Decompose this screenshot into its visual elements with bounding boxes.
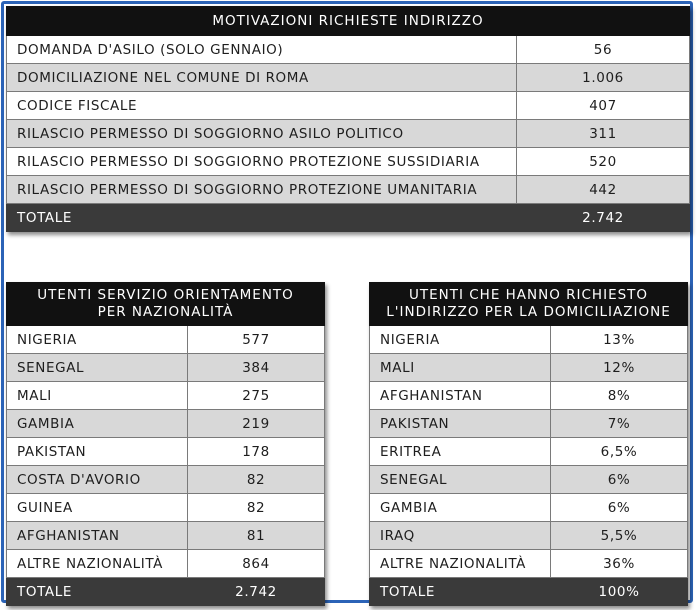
row-label: SENEGAL	[7, 354, 188, 382]
orientamento-title-line2: PER NAZIONALITÀ	[97, 304, 234, 320]
row-value: 442	[517, 176, 690, 204]
table-row	[7, 176, 690, 204]
row-label: ERITREA	[370, 438, 551, 466]
row-label: RILASCIO PERMESSO DI SOGGIORNO PROTEZIONE SUSSIDIARIA	[7, 148, 517, 176]
row-label: MALI	[7, 382, 188, 410]
domiciliazione-title	[370, 283, 688, 326]
row-value: 82	[188, 466, 325, 494]
row-label: GAMBIA	[7, 410, 188, 438]
table-row	[7, 466, 325, 494]
orientamento-header-row	[7, 283, 325, 326]
table-row	[370, 550, 688, 578]
table-row	[7, 438, 325, 466]
table-row	[370, 466, 688, 494]
row-label: CODICE FISCALE	[7, 92, 517, 120]
row-value: 407	[517, 92, 690, 120]
row-value: 577	[188, 326, 325, 354]
table-row	[7, 382, 325, 410]
total-label: TOTALE	[7, 204, 517, 232]
table-row	[370, 438, 688, 466]
orientamento-title	[7, 283, 325, 326]
row-value: 5,5%	[551, 522, 688, 550]
row-value: 6%	[551, 466, 688, 494]
row-value: 56	[517, 36, 690, 64]
total-label: TOTALE	[370, 578, 551, 606]
row-value: 864	[188, 550, 325, 578]
table-row	[7, 92, 690, 120]
table-row	[7, 148, 690, 176]
motivazioni-header-row	[7, 7, 690, 36]
row-value: 36%	[551, 550, 688, 578]
row-label: COSTA D'AVORIO	[7, 466, 188, 494]
orientamento-title-line1: UTENTI SERVIZIO ORIENTAMENTO	[37, 287, 294, 303]
domiciliazione-title-line1: UTENTI CHE HANNO RICHIESTO	[408, 287, 649, 303]
row-value: 6%	[551, 494, 688, 522]
row-label: AFGHANISTAN	[7, 522, 188, 550]
row-label: AFGHANISTAN	[370, 382, 551, 410]
table-row	[370, 410, 688, 438]
total-row	[7, 204, 690, 232]
table-row	[7, 494, 325, 522]
motivazioni-title: MOTIVAZIONI RICHIESTE INDIRIZZO	[7, 7, 690, 36]
orientamento-table	[6, 282, 325, 606]
total-value: 2.742	[517, 204, 690, 232]
table-row	[7, 120, 690, 148]
row-label: GAMBIA	[370, 494, 551, 522]
table-row	[7, 64, 690, 92]
row-label: NIGERIA	[7, 326, 188, 354]
domiciliazione-table	[369, 282, 688, 606]
table-row	[370, 494, 688, 522]
row-label: PAKISTAN	[370, 410, 551, 438]
total-label: TOTALE	[7, 578, 188, 606]
motivazioni-table	[6, 6, 690, 232]
row-value: 384	[188, 354, 325, 382]
row-value: 1.006	[517, 64, 690, 92]
table-row	[7, 354, 325, 382]
row-value: 6,5%	[551, 438, 688, 466]
table-row	[7, 36, 690, 64]
row-value: 520	[517, 148, 690, 176]
total-value: 100%	[551, 578, 688, 606]
table-row	[370, 326, 688, 354]
row-value: 13%	[551, 326, 688, 354]
row-value: 82	[188, 494, 325, 522]
row-label: ALTRE NAZIONALITÀ	[370, 550, 551, 578]
row-label: GUINEA	[7, 494, 188, 522]
table-row	[7, 522, 325, 550]
row-label: SENEGAL	[370, 466, 551, 494]
table-row	[370, 354, 688, 382]
row-label: MALI	[370, 354, 551, 382]
row-value: 7%	[551, 410, 688, 438]
table-row	[7, 410, 325, 438]
row-label: DOMICILIAZIONE NEL COMUNE DI ROMA	[7, 64, 517, 92]
row-value: 219	[188, 410, 325, 438]
total-row	[7, 578, 325, 606]
row-label: ALTRE NAZIONALITÀ	[7, 550, 188, 578]
row-value: 275	[188, 382, 325, 410]
table-row	[370, 522, 688, 550]
total-value: 2.742	[188, 578, 325, 606]
row-value: 311	[517, 120, 690, 148]
row-label: IRAQ	[370, 522, 551, 550]
domiciliazione-header-row	[370, 283, 688, 326]
row-value: 178	[188, 438, 325, 466]
row-label: RILASCIO PERMESSO DI SOGGIORNO PROTEZIONE UMANITARIA	[7, 176, 517, 204]
row-value: 81	[188, 522, 325, 550]
table-row	[370, 382, 688, 410]
total-row	[370, 578, 688, 606]
row-label: RILASCIO PERMESSO DI SOGGIORNO ASILO POLITICO	[7, 120, 517, 148]
row-label: DOMANDA D'ASILO (SOLO GENNAIO)	[7, 36, 517, 64]
row-label: NIGERIA	[370, 326, 551, 354]
row-label: PAKISTAN	[7, 438, 188, 466]
row-value: 8%	[551, 382, 688, 410]
row-value: 12%	[551, 354, 688, 382]
table-row	[7, 326, 325, 354]
table-row	[7, 550, 325, 578]
domiciliazione-title-line2: L'INDIRIZZO PER LA DOMICILIAZIONE	[386, 304, 671, 320]
